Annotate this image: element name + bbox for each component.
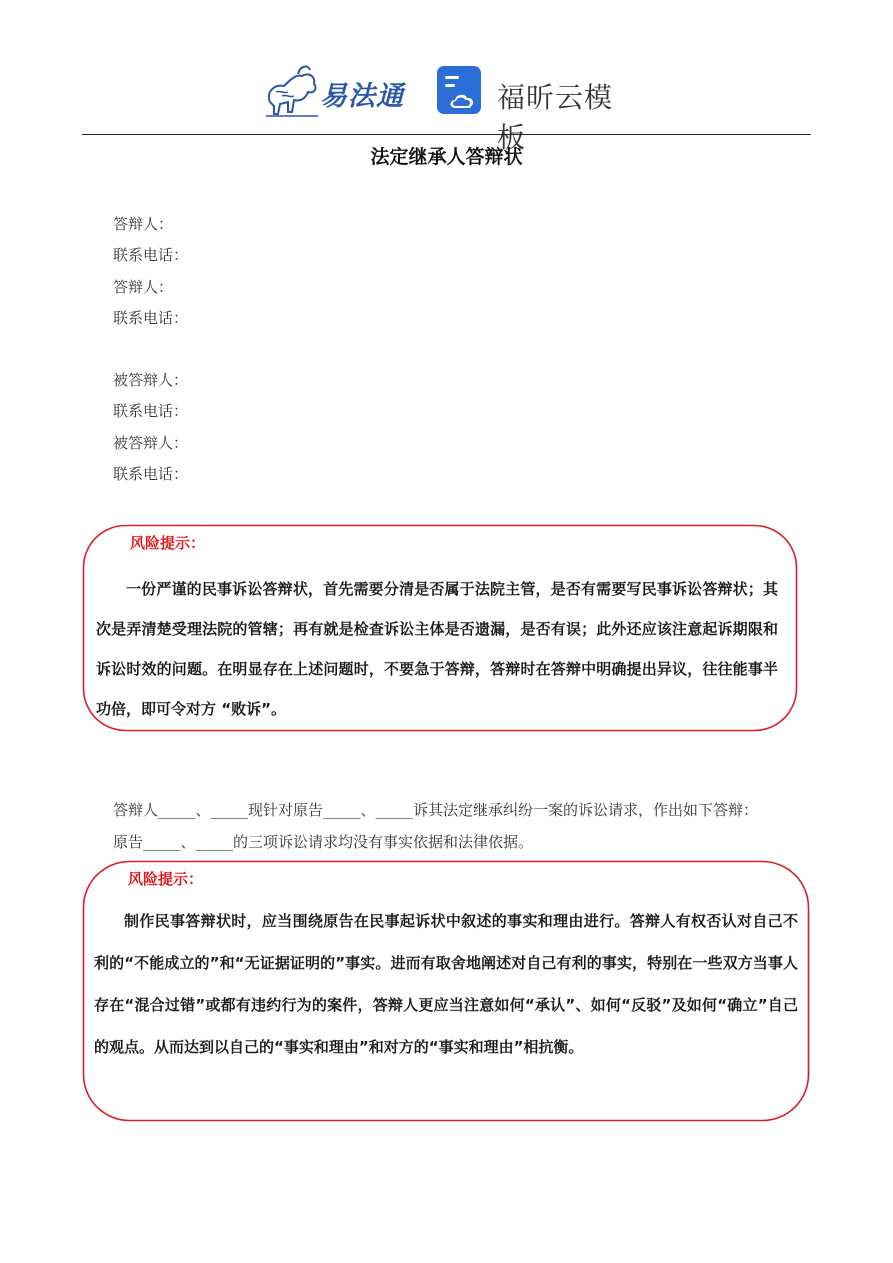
respondent-label: 答辩人：	[113, 278, 174, 296]
statement-line: 答辩人_____、_____现针对原告_____、_____诉其法定继承纠纷一案的诉讼请求，作出如下答辩：	[113, 801, 759, 819]
yifatong-logo	[262, 62, 412, 120]
page-title: 法定继承人答辩状	[370, 146, 523, 168]
respondent-phone-label: 联系电话：	[113, 246, 189, 264]
respondent-phone-label: 联系电话：	[113, 309, 189, 327]
risk-note-body: 制作民事答辩状时，应当围绕原告在民事起诉状中叙述的事实和理由进行。答辩人有权否认对自己不利的“不能成立的”和“无证据证明的”事实。进而有取舍地阐述对自己有利的事实，特别在一些双方当事人存在“混合过错”或都有违约行为的案件，答辩人更应当注意如何“承认”、如何“反驳”及如何“确立”自己的观点。从而达到以自己的“事实和理由”和对方的“事实和理由”相抗衡。	[94, 912, 798, 1056]
respondent-label: 答辩人：	[113, 215, 174, 233]
cloud-template-icon	[435, 64, 485, 118]
risk-note-title: 风险提示：	[130, 534, 206, 552]
header	[0, 58, 893, 154]
risk-note-title: 风险提示：	[128, 870, 204, 888]
statement-line: 原告_____、_____的三项诉讼请求均没有事实依据和法律依据。	[113, 833, 534, 851]
risk-note-body: 一份严谨的民事诉讼答辩状，首先需要分清是否属于法院主管，是否有需要写民事诉讼答辩状；其次是弄清楚受理法院的管辖；再有就是检查诉讼主体是否遗漏，是否有误；此外还应该注意起诉期限和诉讼时效的问题。在明显存在上述问题时，不要急于答辩，答辩时在答辩中明确提出异议，往往能事半功倍，即可令对方 “败诉”。	[96, 580, 778, 718]
applicant-label: 被答辩人：	[113, 434, 189, 452]
risk-note	[82, 860, 810, 1122]
yifatong-text: 易法通	[320, 81, 404, 112]
header-divider	[82, 134, 811, 135]
applicant-phone-label: 联系电话：	[113, 465, 189, 483]
fuxin-logo	[435, 64, 635, 154]
qilin-icon	[262, 62, 322, 120]
applicant-phone-label: 联系电话：	[113, 402, 189, 420]
fuxin-text: 福昕云模板	[497, 81, 614, 154]
risk-note	[82, 524, 798, 732]
applicant-label: 被答辩人：	[113, 371, 189, 389]
